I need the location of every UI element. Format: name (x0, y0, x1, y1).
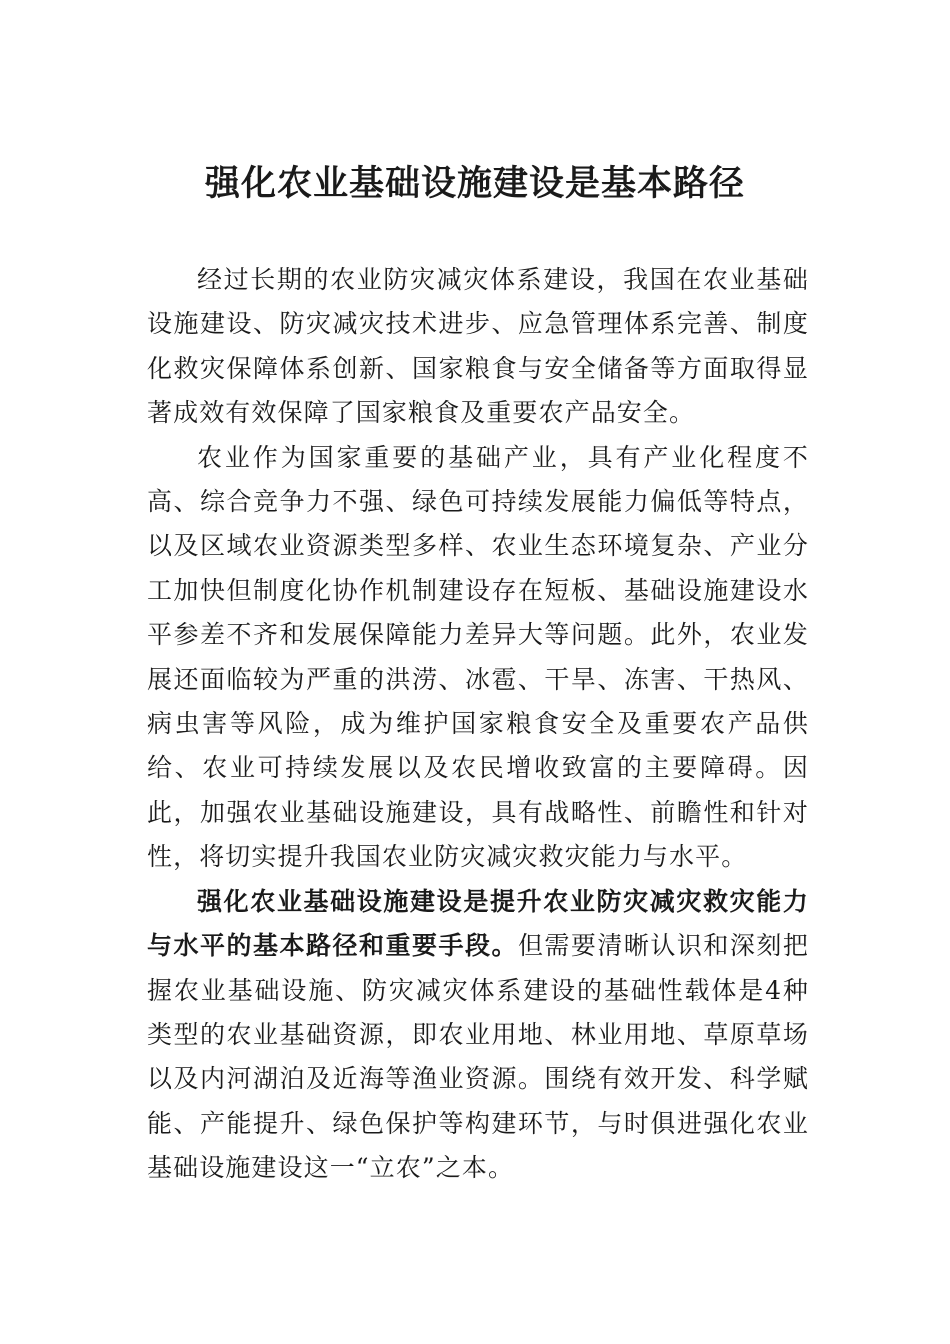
paragraph-3-text: 但需要清晰认识和深刻把握农业基础设施、防灾减灾体系建设的基础性载体是4种类型的农业基础资源，即农业用地、林业用地、草原草场以及内河湖泊及近海等渔业资源。围绕有效开发、科学赋能、产能提升、绿色保护等构建环节，与时俱进强化农业基础设施建设这一“立农”之本。 (147, 931, 809, 1183)
document-body (147, 258, 809, 1191)
paragraph-2-text: 农业作为国家重要的基础产业，具有产业化程度不高、综合竞争力不强、绿色可持续发展能力偏低等特点，以及区域农业资源类型多样、农业生态环境复杂、产业分工加快但制度化协作机制建设存在短板、基础设施建设水平参差不齐和发展保障能力差异大等问题。此外，农业发展还面临较为严重的洪涝、冰雹、干旱、冻害、干热风、病虫害等风险，成为维护国家粮食安全及重要农产品供给、农业可持续发展以及农民增收致富的主要障碍。因此，加强农业基础设施建设，具有战略性、前瞻性和针对性，将切实提升我国农业防灾减灾救灾能力与水平。 (147, 442, 809, 872)
paragraph-3-bold-lead: 强化农业基础设施建设是提升农业防灾减灾救灾能力与水平的基本路径和重要手段。 (147, 886, 809, 961)
paragraph-3 (147, 880, 809, 1191)
paragraph-2 (147, 436, 809, 880)
paragraph-1-text: 经过长期的农业防灾减灾体系建设，我国在农业基础设施建设、防灾减灾技术进步、应急管理体系完善、制度化救灾保障体系创新、国家粮食与安全储备等方面取得显著成效有效保障了国家粮食及重要农产品安全。 (147, 265, 809, 428)
document-title: 强化农业基础设施建设是基本路径 (204, 163, 745, 204)
paragraph-1 (147, 258, 809, 436)
